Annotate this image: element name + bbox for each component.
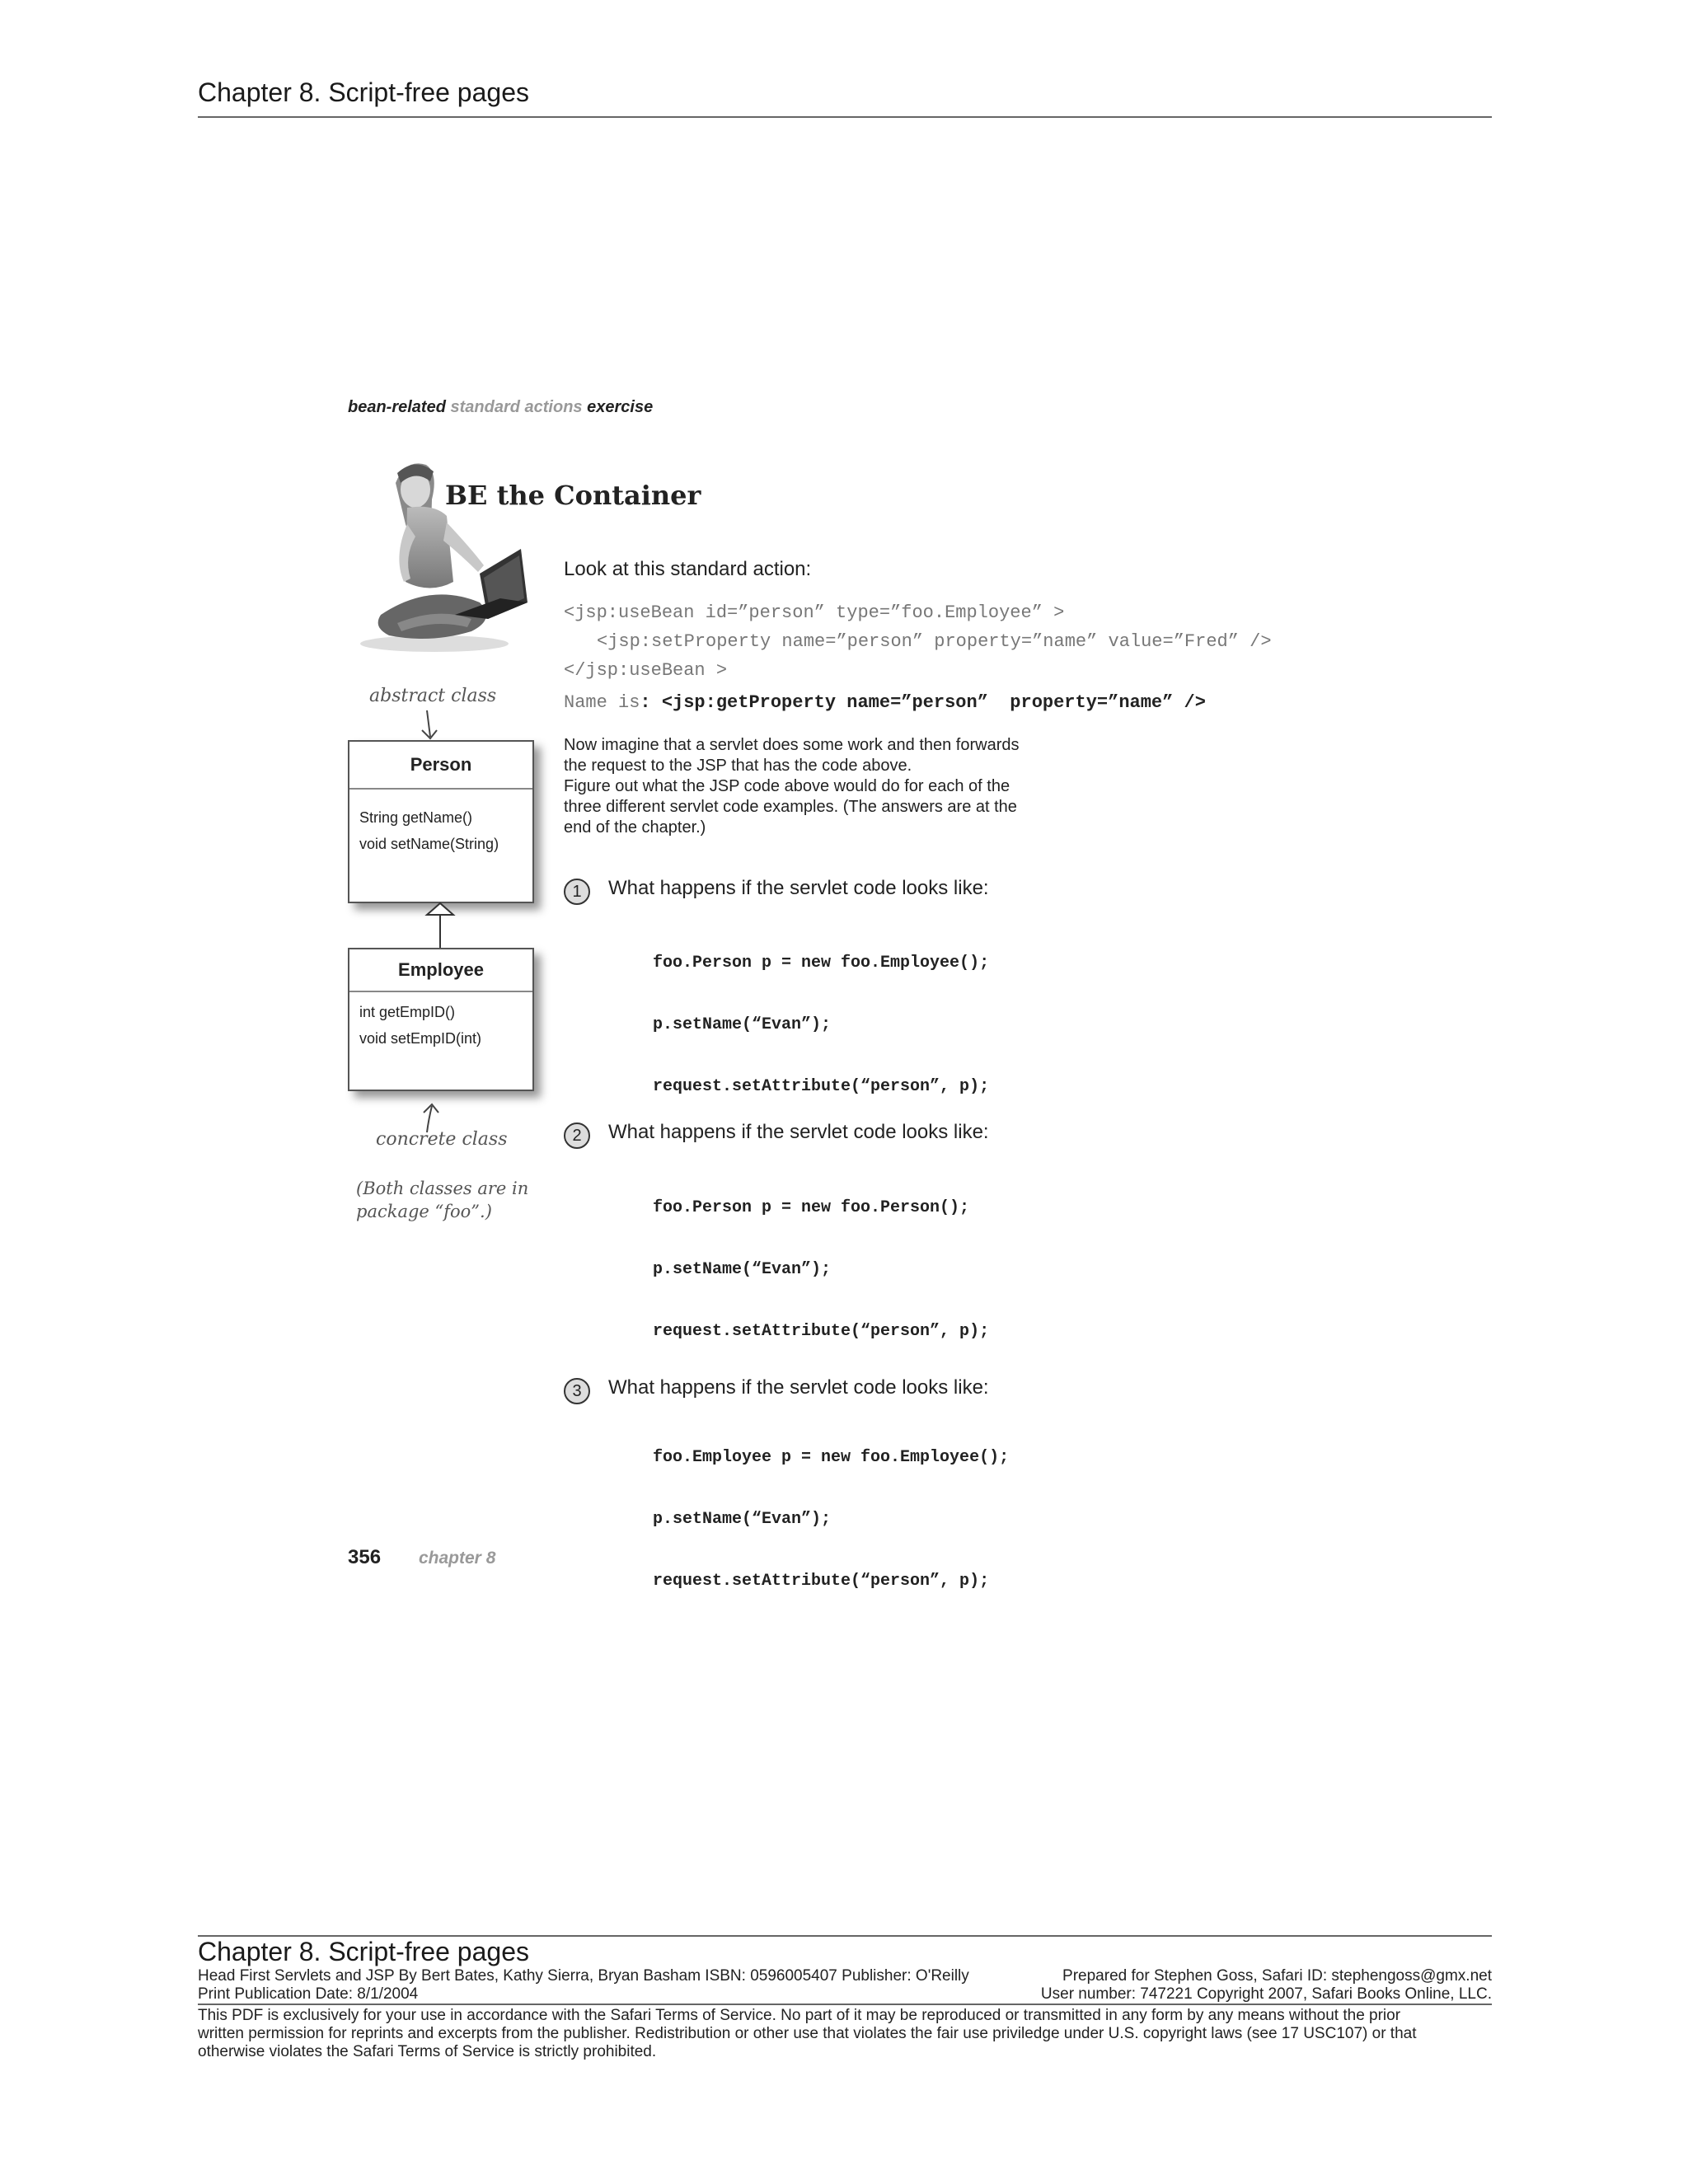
std-action-line-4-rest: : <jsp:getProperty name=”person” property=”name” /> bbox=[640, 692, 1206, 713]
description-line: three different servlet code examples. (The answers are at the bbox=[564, 798, 1017, 816]
intro-text: Look at this standard action: bbox=[564, 558, 812, 580]
person-method: String getName() bbox=[359, 809, 473, 826]
question-code-block bbox=[653, 1156, 989, 1362]
code-line: request.setAttribute(“person”, p); bbox=[653, 1572, 990, 1591]
footer-prepared-for: Prepared for Stephen Goss, Safari ID: stephengoss@gmx.net bbox=[1062, 1967, 1492, 1985]
question-number-badge: 1 bbox=[564, 879, 590, 905]
footer-legal bbox=[198, 2007, 1492, 2061]
package-note-line: (Both classes are in bbox=[356, 1179, 529, 1198]
footer-legal-line: otherwise violates the Safari Terms of Service is strictly prohibited. bbox=[198, 2043, 657, 2060]
abstract-class-label: abstract class bbox=[369, 686, 497, 706]
footer-legal-line: written permission for reprints and excerpts from the publisher. Redistribution or other use that violates the fair use priviledge under U.S. copyright laws (see 17 USC107) or that bbox=[198, 2025, 1417, 2042]
footer-pub-date: Print Publication Date: 8/1/2004 bbox=[198, 1985, 419, 2003]
footer-legal-line: This PDF is exclusively for your use in accordance with the Safari Terms of Service. No part of it may be reproduced or transmitted in any form by any means without the prior bbox=[198, 2007, 1401, 2024]
question-number-badge: 3 bbox=[564, 1378, 590, 1404]
code-line: foo.Person p = new foo.Employee(); bbox=[653, 954, 990, 972]
exercise-title: BE the Container bbox=[445, 480, 701, 511]
question-text: What happens if the servlet code looks like: bbox=[608, 1121, 989, 1143]
description-line: end of the chapter.) bbox=[564, 818, 706, 837]
page-number: 356 bbox=[348, 1546, 382, 1568]
section-label bbox=[348, 398, 653, 417]
footer-row bbox=[198, 1967, 1492, 1985]
footer-chapter-title: Chapter 8. Script-free pages bbox=[198, 1937, 529, 1966]
std-action-line-3: </jsp:useBean > bbox=[564, 660, 728, 681]
code-line: foo.Person p = new foo.Person(); bbox=[653, 1198, 970, 1217]
code-line: p.setName(“Evan”); bbox=[653, 1260, 832, 1279]
person-class-name: Person bbox=[349, 742, 532, 790]
section-label-part2: standard actions bbox=[450, 398, 583, 416]
footer-user-number: User number: 747221 Copyright 2007, Safari Books Online, LLC. bbox=[1040, 1985, 1492, 2003]
footer-row bbox=[198, 1985, 1492, 2005]
question-text: What happens if the servlet code looks like: bbox=[608, 877, 989, 899]
employee-method: int getEmpID() bbox=[359, 1004, 456, 1020]
description-line: the request to the JSP that has the code above. bbox=[564, 757, 912, 775]
person-method: void setName(String) bbox=[359, 836, 499, 852]
person-class-methods bbox=[349, 790, 532, 872]
description-paragraph bbox=[564, 735, 1020, 838]
employee-method: void setEmpID(int) bbox=[359, 1030, 482, 1047]
section-label-part1: bean-related bbox=[348, 398, 446, 416]
description-line: Figure out what the JSP code above would do for each of the bbox=[564, 777, 1010, 795]
question-text: What happens if the servlet code looks like: bbox=[608, 1376, 989, 1399]
person-class-box bbox=[348, 740, 534, 903]
question-code-block bbox=[653, 1406, 1009, 1612]
inheritance-arrow-icon bbox=[422, 902, 458, 951]
employee-class-name: Employee bbox=[349, 949, 532, 992]
std-action-line-4 bbox=[564, 692, 1206, 713]
header-divider bbox=[198, 116, 1492, 118]
code-line: p.setName(“Evan”); bbox=[653, 1015, 832, 1034]
arrow-down-icon bbox=[412, 709, 445, 742]
package-note bbox=[356, 1177, 528, 1223]
code-line: p.setName(“Evan”); bbox=[653, 1510, 832, 1529]
footer-book-info: Head First Servlets and JSP By Bert Bates, Kathy Sierra, Bryan Basham ISBN: 0596005407 Publisher: O'Reilly bbox=[198, 1967, 969, 1985]
page-title: Chapter 8. Script-free pages bbox=[198, 77, 529, 107]
package-note-line: package “foo”.) bbox=[356, 1202, 492, 1221]
footer-info bbox=[198, 1967, 1492, 2061]
std-action-line-2: <jsp:setProperty name=”person” property=”name” value=”Fred” /> bbox=[597, 631, 1272, 652]
page-chapter-label: chapter 8 bbox=[419, 1549, 496, 1568]
std-action-line-1: <jsp:useBean id=”person” type=”foo.Employee” > bbox=[564, 602, 1065, 623]
description-line: Now imagine that a servlet does some work and then forwards bbox=[564, 736, 1020, 754]
question-number-badge: 2 bbox=[564, 1122, 590, 1149]
code-line: request.setAttribute(“person”, p); bbox=[653, 1077, 990, 1096]
code-line: foo.Employee p = new foo.Employee(); bbox=[653, 1448, 1010, 1467]
employee-class-methods bbox=[349, 992, 532, 1066]
employee-class-box bbox=[348, 948, 534, 1091]
question-code-block bbox=[653, 912, 989, 1118]
section-label-part3: exercise bbox=[587, 398, 654, 416]
std-action-line-4-prefix: Name is bbox=[564, 692, 640, 713]
concrete-class-label: concrete class bbox=[376, 1129, 508, 1150]
code-line: request.setAttribute(“person”, p); bbox=[653, 1322, 990, 1341]
